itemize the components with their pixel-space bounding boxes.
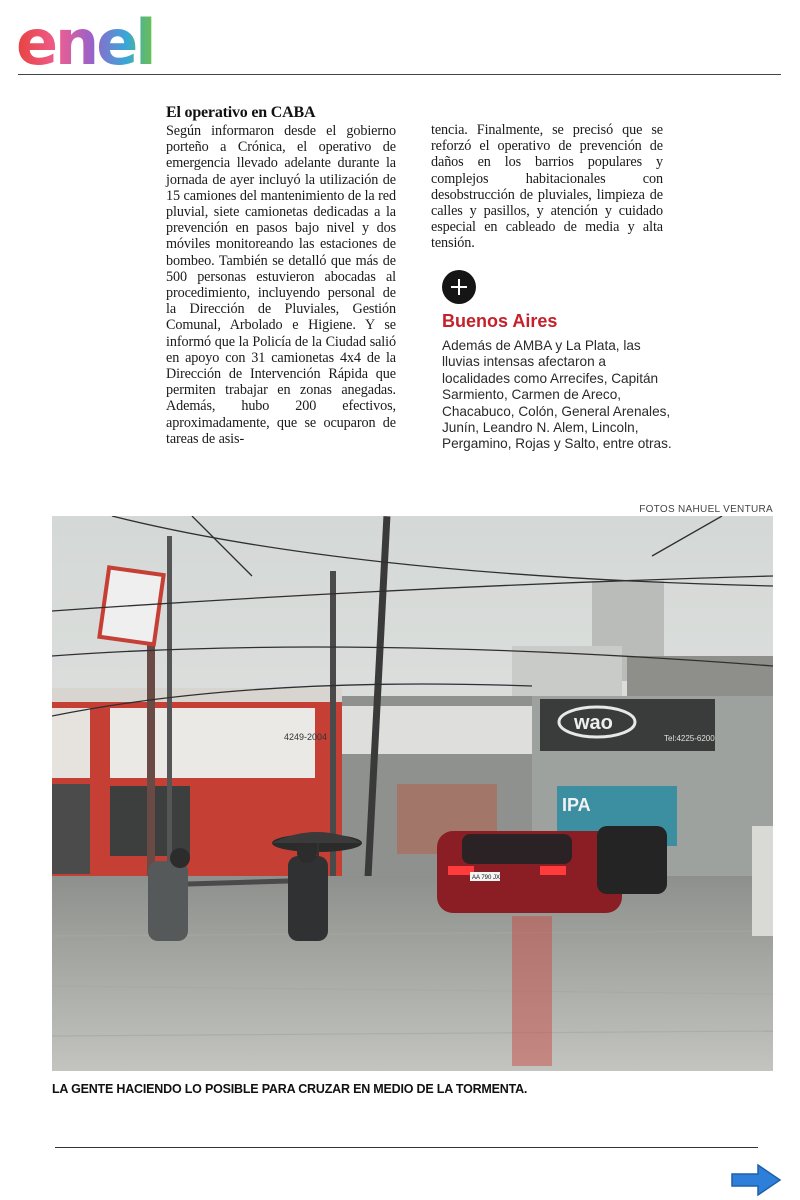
store-sign-wao: wao — [574, 712, 613, 734]
arrow-right-icon[interactable] — [730, 1162, 782, 1198]
license-plate: AA 790 JX — [472, 875, 501, 881]
footer-divider — [55, 1147, 758, 1148]
flooded-street-photo — [52, 516, 773, 1071]
article-right-column — [431, 122, 663, 252]
mural-text: IPA — [562, 795, 591, 815]
photo-credit: FOTOS NAHUEL VENTURA — [639, 504, 773, 515]
section-heading: El operativo en CABA — [166, 104, 316, 121]
enel-logo — [16, 6, 186, 72]
sidebar-body: Además de AMBA y La Plata, las lluvias intensas afectaron a localidades como Arrecifes, Capitán Sarmiento, Carmen de Areco, Chacabuco, Colón, General Arenales, Junín, Leandro N. Alem, Lincoln, Pergamino, Rojas y Salto, entre otras. — [442, 338, 672, 452]
header-divider — [18, 74, 781, 75]
sidebar-heading: Buenos Aires — [442, 311, 558, 331]
store-phone: 4249-2004 — [284, 732, 328, 742]
logo-wordmark: enel — [16, 6, 154, 72]
store-sign-phone: Tel:4225-6200 — [664, 734, 715, 743]
article-body-right: tencia. Finalmente, se precisó que se reforzó el operativo de prevención de daños en los barrios populares y complejos habitacionales con desobstrucción de pluviales, limpieza de calles y pasillos, y atención y cuidado especial en cableado de media y alta tensión. — [431, 122, 663, 252]
article-left-column — [166, 104, 396, 447]
photo-caption: LA GENTE HACIENDO LO POSIBLE PARA CRUZAR EN MEDIO DE LA TORMENTA. — [52, 1082, 528, 1096]
plus-icon — [442, 270, 476, 304]
article-body-left: Según informaron desde el gobierno porteño a Crónica, el operativo de emergencia llevado adelante durante la jornada de ayer incluyó la utilización de 15 camiones del mantenimiento de la red pluvial, siete camionetas dedicadas a la prevención en pasos bajo nivel y dos móviles monitoreando las estaciones de bombeo. También se detalló que más de 500 personas estuvieron abocadas al procedimiento, incluyendo personal de la Dirección de Pluviales, Gestión Comunal, Arbolado e Higiene. Y se informó que la Policía de la Ciudad salió en apoyo con 31 camionetas 4x4 de la Dirección de Intervención Rápida que permiten trabajar en zonas anegadas. Además, hubo 200 efectivos, aproximadamente, que se ocuparon de tareas de asis- — [166, 123, 396, 447]
